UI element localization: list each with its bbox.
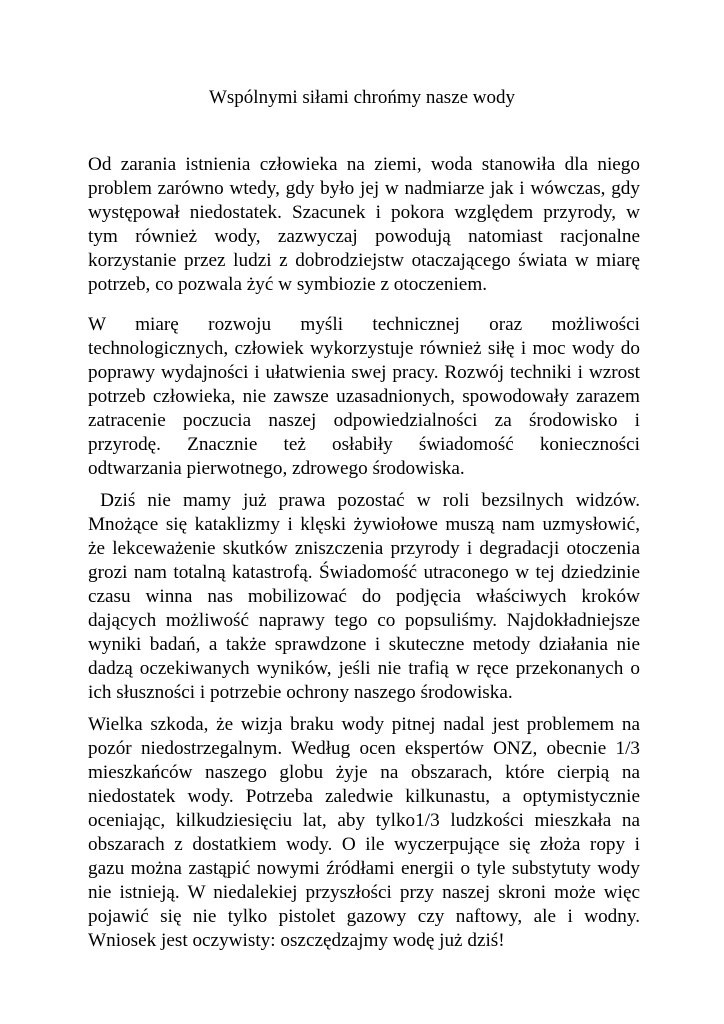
paragraph-line: przyrodę. Znacznie też osłabiły świadomość konieczności xyxy=(88,434,640,455)
paragraph-line: wyniki badań, a także sprawdzone i skuteczne metody działania nie xyxy=(88,634,640,655)
paragraph-line: problem zarówno wtedy, gdy było jej w nadmiarze jak i wówczas, gdy xyxy=(88,178,640,199)
paragraph-3 xyxy=(88,489,640,705)
paragraph-4 xyxy=(88,713,640,953)
paragraph-line: że lekceważenie skutków zniszczenia przyrody i degradacji otoczenia xyxy=(88,538,640,559)
paragraph-line: Dziś nie mamy już prawa pozostać w roli bezsilnych widzów. xyxy=(88,490,640,511)
paragraph-line: poprawy wydajności i ułatwienia swej pracy. Rozwój techniki i wzrost xyxy=(88,362,640,383)
paragraph-line: gazu można zastąpić nowymi źródłami energii o tyle substytuty wody xyxy=(88,858,640,879)
paragraph-line: pozór niedostrzegalnym. Według ocen ekspertów ONZ, obecnie 1/3 xyxy=(88,738,640,759)
paragraph-line: technologicznych, człowiek wykorzystuje również siłę i moc wody do xyxy=(88,338,640,359)
paragraph-line: Mnożące się kataklizmy i klęski żywiołowe muszą nam uzmysłowić, xyxy=(88,514,640,535)
paragraph-line: korzystanie przez ludzi z dobrodziejstw otaczającego świata w miarę xyxy=(88,250,640,271)
paragraph-line: odtwarzania pierwotnego, zdrowego środowiska. xyxy=(88,458,465,479)
paragraph-2 xyxy=(88,313,640,481)
paragraph-line: tym również wody, zazwyczaj powodują natomiast racjonalne xyxy=(88,226,640,247)
paragraph-line: potrzeb człowieka, nie zawsze uzasadnionych, spowodowały zarazem xyxy=(88,386,640,407)
document-title: Wspólnymi siłami chrońmy nasze wody xyxy=(208,87,516,108)
paragraph-line: Od zarania istnienia człowieka na ziemi, woda stanowiła dla niego xyxy=(88,154,640,175)
paragraph-line: obszarach z dostatkiem wody. O ile wyczerpujące się złoża ropy i xyxy=(88,834,640,855)
paragraph-line: pojawić się nie tylko pistolet gazowy czy naftowy, ale i wodny. xyxy=(88,906,640,927)
paragraph-line: W miarę rozwoju myśli technicznej oraz możliwości xyxy=(88,314,640,335)
paragraph-line: potrzeb, co pozwala żyć w symbiozie z otoczeniem. xyxy=(88,274,488,295)
paragraph-line: czasu winna nas mobilizować do podjęcia właściwych kroków xyxy=(88,586,640,607)
paragraph-line: oceniając, kilkudziesięciu lat, aby tylko1/3 ludzkości mieszkała na xyxy=(88,810,640,831)
paragraph-line: zatracenie poczucia naszej odpowiedzialności za środowisko i xyxy=(88,410,640,431)
paragraph-line: nie istnieją. W niedalekiej przyszłości przy naszej skroni może więc xyxy=(88,882,640,903)
paragraph-line: Wielka szkoda, że wizja braku wody pitnej nadal jest problemem na xyxy=(88,714,640,735)
paragraph-line: niedostatek wody. Potrzeba zaledwie kilkunastu, a optymistycznie xyxy=(88,786,640,807)
paragraph-line: występował niedostatek. Szacunek i pokora względem przyrody, w xyxy=(88,202,640,223)
paragraph-line: grozi nam totalną katastrofą. Świadomość utraconego w tej dziedzinie xyxy=(88,562,640,583)
paragraph-line: Wniosek jest oczywisty: oszczędzajmy wodę już dziś! xyxy=(88,930,505,951)
paragraph-line: dających możliwość naprawy tego co popsuliśmy. Najdokładniejsze xyxy=(88,610,640,631)
paragraph-line: ich słuszności i potrzebie ochrony naszego środowiska. xyxy=(88,682,513,703)
paragraph-line: mieszkańców naszego globu żyje na obszarach, które cierpią na xyxy=(88,762,640,783)
paragraph-line: dadzą oczekiwanych wyników, jeśli nie trafią w ręce przekonanych o xyxy=(88,658,640,679)
paragraph-1 xyxy=(88,153,640,297)
